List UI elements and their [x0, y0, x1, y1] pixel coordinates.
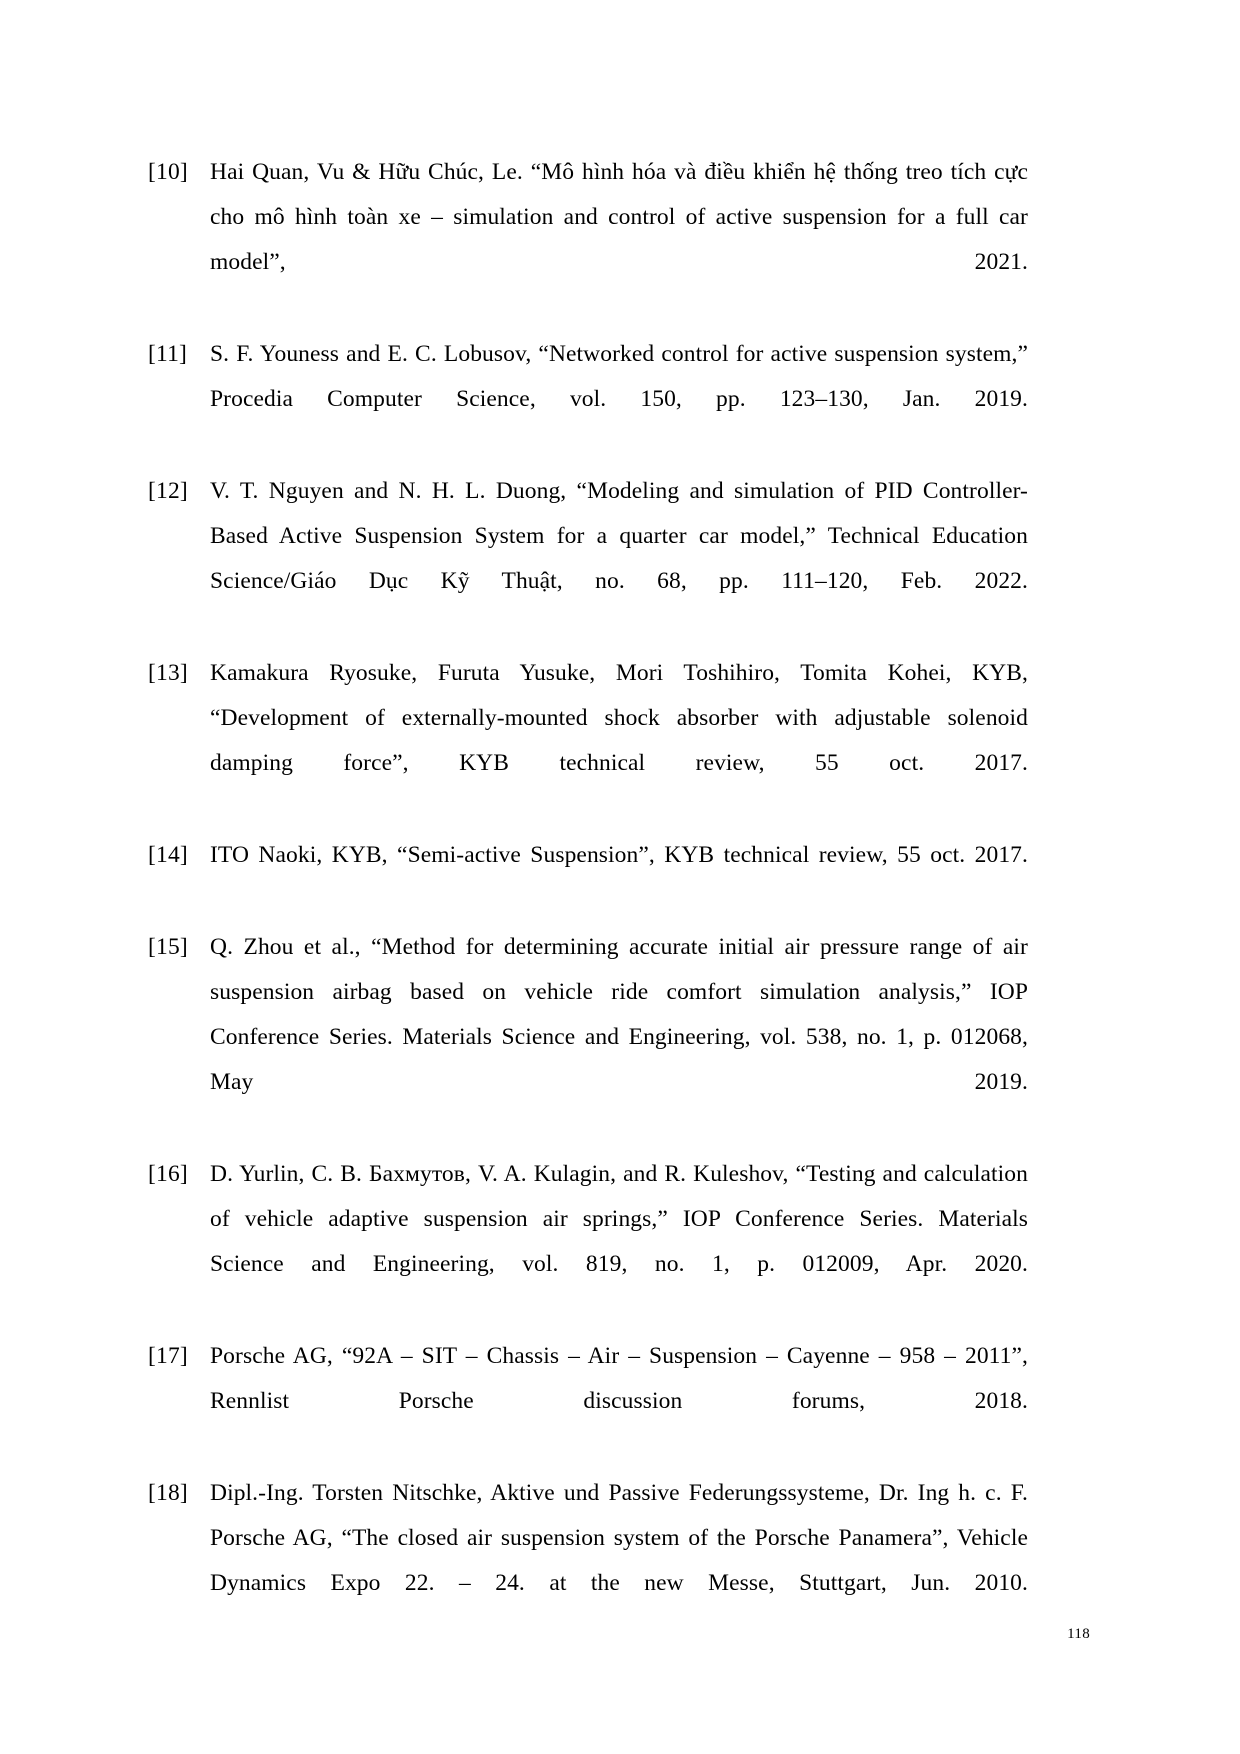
- reference-text: D. Yurlin, С. В. Бахмутов, V. A. Kulagin, and R. Kuleshov, “Testing and calculation of vehicle adaptive suspension air springs,” IOP Conference Series. Materials Science and Engineering, vol. 819, no. 1, p. 012009, Apr. 2020.: [210, 1161, 1028, 1277]
- list-item: [148, 1471, 1028, 1651]
- list-item: [148, 833, 1028, 923]
- reference-text: V. T. Nguyen and N. H. L. Duong, “Modeling and simulation of PID Controller-Based Active Suspension System for a quarter car model,” Technical Education Science/Giáo Dục Kỹ Thuật, no. 68, pp. 111–120, Feb. 2022.: [210, 478, 1028, 594]
- list-item: [148, 1152, 1028, 1332]
- reference-label: [15]: [148, 934, 188, 960]
- reference-text: Q. Zhou et al., “Method for determining accurate initial air pressure range of air suspension airbag based on vehicle ride comfort simulation analysis,” IOP Conference Series. Materials Science and Engineering, vol. 538, no. 1, p. 012068, May 2019.: [210, 934, 1028, 1095]
- list-item: [148, 332, 1028, 467]
- list-item: [148, 925, 1028, 1150]
- reference-label: [12]: [148, 478, 188, 504]
- list-item: [148, 651, 1028, 831]
- reference-text: Dipl.-Ing. Torsten Nitschke, Aktive und Passive Federungssysteme, Dr. Ing h. c. F. Porsche AG, “The closed air suspension system of the Porsche Panamera”, Vehicle Dynamics Expo 22. – 24. at the new Messe, Stuttgart, Jun. 2010.: [210, 1480, 1028, 1596]
- reference-text: Hai Quan, Vu & Hữu Chúc, Le. “Mô hình hóa và điều khiển hệ thống treo tích cực cho mô hình toàn xe – simulation and control of active suspension for a full car model”, 2021.: [210, 159, 1028, 275]
- reference-label: [14]: [148, 842, 188, 868]
- reference-label: [16]: [148, 1161, 188, 1187]
- reference-list: [148, 150, 1028, 1653]
- reference-label: [18]: [148, 1480, 188, 1506]
- reference-label: [11]: [148, 341, 188, 367]
- list-item: [148, 150, 1028, 330]
- reference-text: Kamakura Ryosuke, Furuta Yusuke, Mori Toshihiro, Tomita Kohei, KYB, “Development of externally-mounted shock absorber with adjustable solenoid damping force”, KYB technical review, 55 oct. 2017.: [210, 660, 1028, 776]
- page-number: 118: [1067, 1626, 1090, 1642]
- list-item: [148, 469, 1028, 649]
- list-item: [148, 1334, 1028, 1469]
- reference-text: Porsche AG, “92A – SIT – Chassis – Air – Suspension – Cayenne – 958 – 2011”, Rennlist Porsche discussion forums, 2018.: [210, 1343, 1028, 1414]
- reference-label: [13]: [148, 660, 188, 686]
- reference-text: ITO Naoki, KYB, “Semi-active Suspension”, KYB technical review, 55 oct. 2017.: [210, 842, 1028, 868]
- reference-text: S. F. Youness and E. C. Lobusov, “Networked control for active suspension system,” Procedia Computer Science, vol. 150, pp. 123–130, Jan. 2019.: [210, 341, 1028, 412]
- reference-label: [17]: [148, 1343, 188, 1369]
- reference-label: [10]: [148, 159, 188, 185]
